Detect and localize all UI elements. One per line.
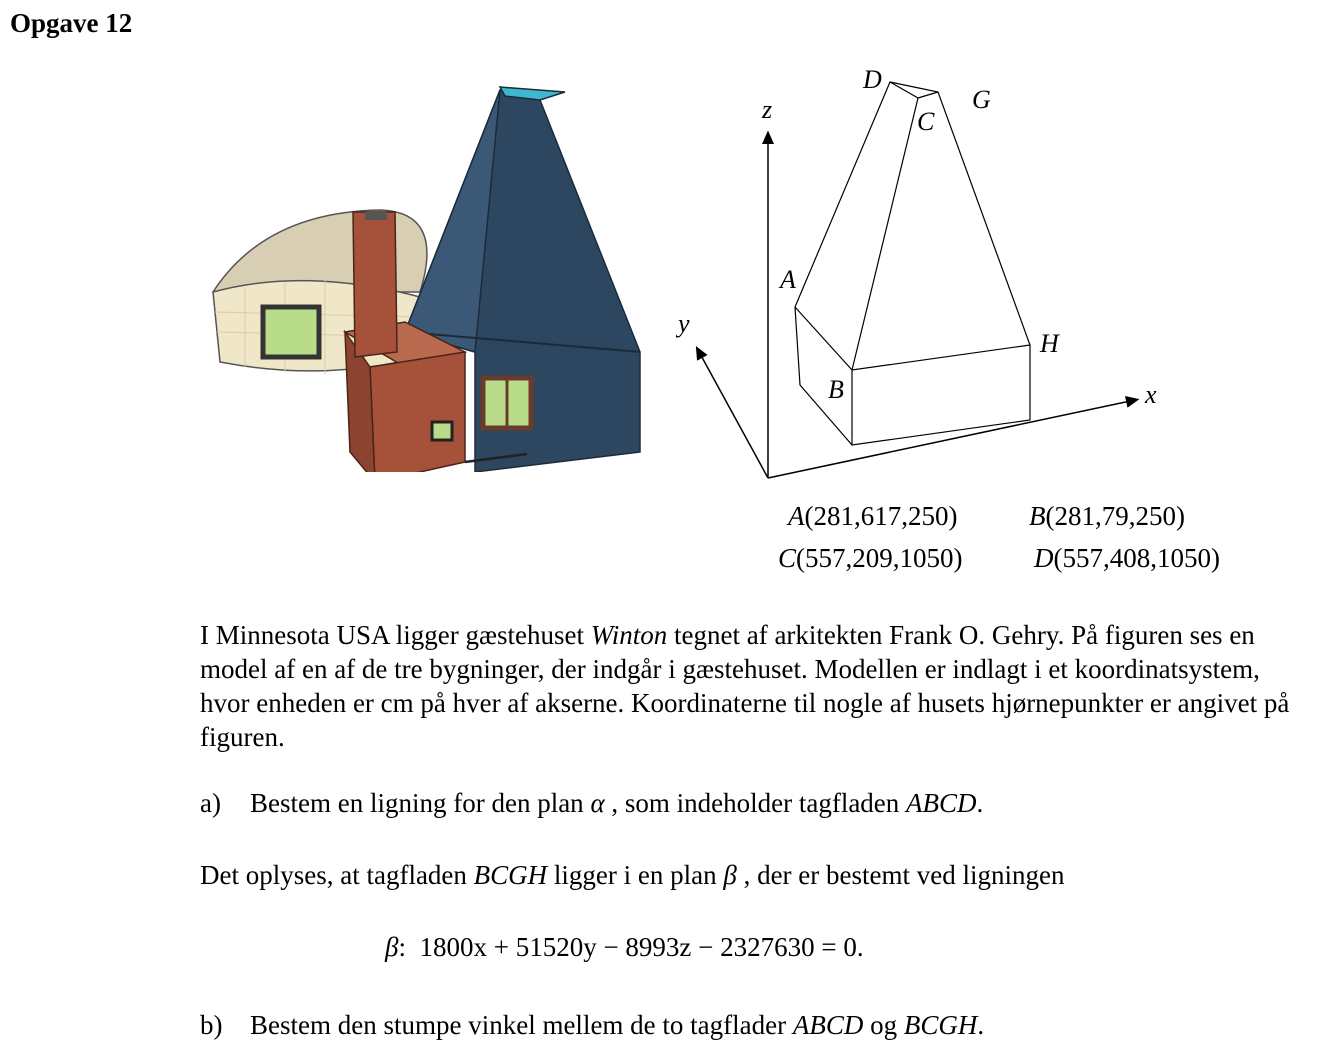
house-name: Winton — [590, 620, 668, 650]
coordinate-diagram — [660, 60, 1180, 480]
point-C-label: C — [917, 107, 935, 136]
question-b: b) Bestem den stumpe vinkel mellem de to tagflader ABCD og BCGH. — [200, 1010, 985, 1040]
problem-description: I Minnesota USA ligger gæstehuset Winton tegnet af arkitekten Frank O. Gehry. På figuren ses en model af en af de tre bygninger, der indgår i gæstehuset. Modellen er indlagt i et koordinatsystem, hvor enheden er cm på hver af akserne. Koordinaterne til nogle af husets hjørnepunkter er angivet på figuren. — [200, 620, 1290, 752]
dome-window — [263, 307, 319, 357]
axis-z-label: z — [762, 95, 773, 124]
task-title: Opgave 12 — [10, 8, 133, 38]
coord-B: B(281,79,250) — [1029, 501, 1185, 531]
coord-A: A(281,617,250) — [788, 501, 958, 531]
point-H-label: H — [1040, 329, 1059, 358]
point-A-label: A — [780, 265, 796, 294]
coord-D: D(557,408,1050) — [1034, 543, 1220, 573]
brick-block-front — [370, 352, 465, 472]
point-B-label: B — [828, 375, 844, 404]
coord-C: C(557,209,1050) — [778, 543, 963, 573]
plane-info: Det oplyses, at tagfladen BCGH ligger i en plan β , der er bestemt ved ligningen — [200, 860, 1065, 890]
point-G-label: G — [972, 85, 991, 114]
house-illustration — [205, 82, 650, 472]
small-window — [432, 422, 452, 440]
question-a: a) Bestem en ligning for den plan α , som indeholder tagfladen ABCD. — [200, 788, 984, 818]
chimney — [353, 212, 397, 357]
y-axis — [698, 350, 768, 478]
point-D-label: D — [863, 65, 882, 94]
axis-x-label: x — [1145, 380, 1157, 409]
plane-equation: β: 1800x + 51520y − 8993z − 2327630 = 0. — [385, 932, 864, 962]
axis-y-label: y — [678, 309, 690, 338]
coordinate-list — [760, 495, 1220, 579]
